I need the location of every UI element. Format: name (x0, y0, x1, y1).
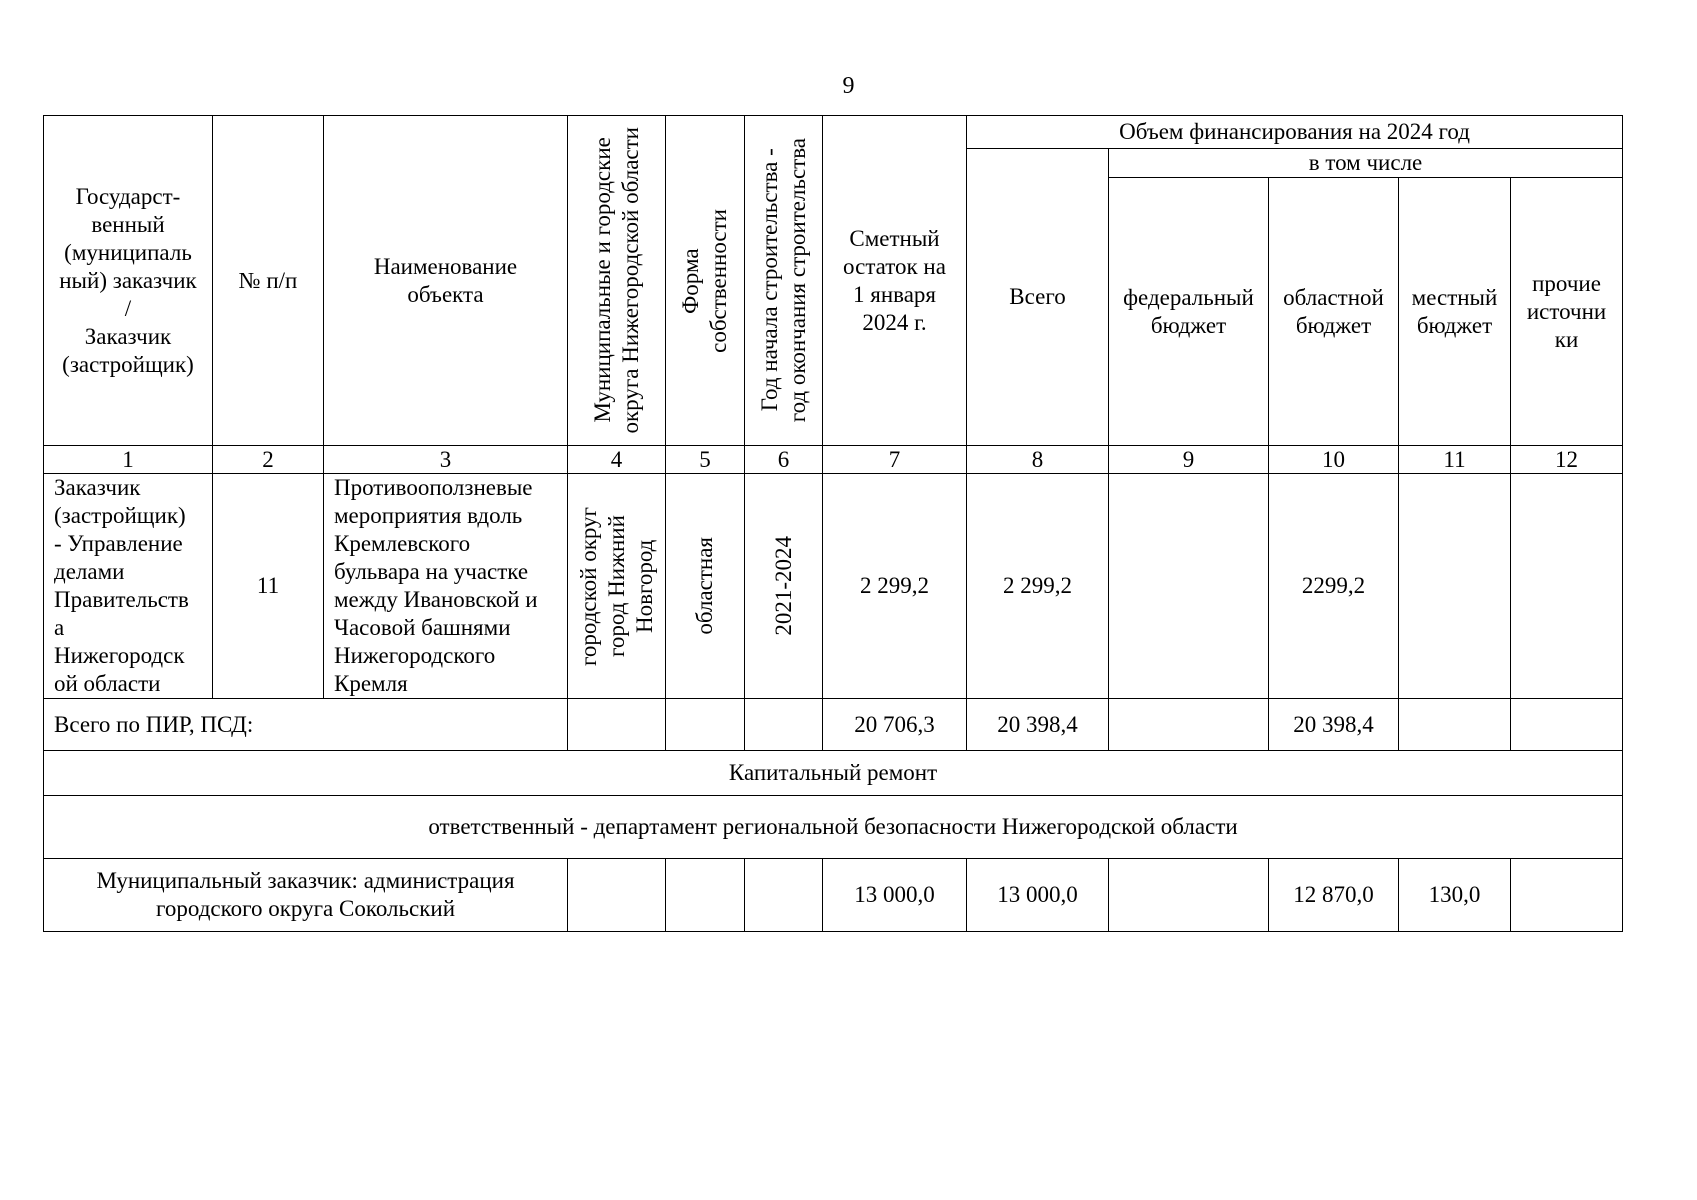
col-number: 3 (324, 446, 568, 474)
total-pir-federal (1109, 699, 1269, 751)
object-regional: 2299,2 (1269, 474, 1399, 699)
header-years (745, 116, 823, 446)
col-number: 11 (1399, 446, 1511, 474)
municipal-label: Муниципальный заказчик: администрация городского округа Сокольский (44, 859, 568, 932)
object-number: 11 (213, 474, 324, 699)
col-number: 7 (823, 446, 967, 474)
total-pir-empty (745, 699, 823, 751)
col-number: 6 (745, 446, 823, 474)
object-other (1511, 474, 1623, 699)
header-federal: федеральный бюджет (1109, 178, 1269, 446)
municipal-local: 130,0 (1399, 859, 1511, 932)
col-number: 5 (666, 446, 745, 474)
object-ownership-text: областная (692, 537, 717, 635)
page-number: 9 (842, 73, 855, 99)
total-pir-regional: 20 398,4 (1269, 699, 1399, 751)
col-number: 2 (213, 446, 324, 474)
header-object-name: Наименование объекта (324, 116, 568, 446)
object-years (745, 474, 823, 699)
header-ownership (666, 116, 745, 446)
total-pir-balance: 20 706,3 (823, 699, 967, 751)
header-ownership-text: Форма собственности (678, 208, 731, 353)
municipal-federal (1109, 859, 1269, 932)
col-number: 10 (1269, 446, 1399, 474)
municipal-other (1511, 859, 1623, 932)
object-name: Противооползневые мероприятия вдоль Кремлевского бульвара на участке между Ивановской и Часовой башнями Нижегородского Кремля (324, 474, 568, 699)
object-ownership (666, 474, 745, 699)
total-pir-empty (666, 699, 745, 751)
header-other: прочие источни ки (1511, 178, 1623, 446)
object-district (568, 474, 666, 699)
col-number: 4 (568, 446, 666, 474)
header-district-text: Муниципальные и городские округа Нижегородской области (589, 127, 643, 434)
header-customer: Государст- венный (муниципаль ный) заказчик / Заказчик (застройщик) (44, 116, 213, 446)
header-district (568, 116, 666, 446)
total-pir-label: Всего по ПИР, ПСД: (44, 699, 568, 751)
col-number: 12 (1511, 446, 1623, 474)
municipal-empty (568, 859, 666, 932)
col-number: 9 (1109, 446, 1269, 474)
section-title: Капитальный ремонт (44, 751, 1623, 796)
object-years-text: 2021-2024 (770, 536, 796, 636)
object-customer: Заказчик (застройщик) - Управление делами Правительств а Нижегородск ой области (44, 474, 213, 699)
total-pir-empty (568, 699, 666, 751)
header-years-text: Год начала строительства - год окончания строительства (756, 138, 810, 423)
object-local (1399, 474, 1511, 699)
header-funding-title: Объем финансирования на 2024 год (967, 116, 1623, 149)
header-local: местный бюджет (1399, 178, 1511, 446)
municipal-empty (666, 859, 745, 932)
total-pir-total: 20 398,4 (967, 699, 1109, 751)
object-total: 2 299,2 (967, 474, 1109, 699)
object-balance: 2 299,2 (823, 474, 967, 699)
financing-table (43, 115, 1623, 932)
object-district-text: городской округ город Нижний Новгород (575, 506, 657, 666)
object-federal (1109, 474, 1269, 699)
municipal-total: 13 000,0 (967, 859, 1109, 932)
total-pir-other (1511, 699, 1623, 751)
col-number: 8 (967, 446, 1109, 474)
header-number: № п/п (213, 116, 324, 446)
municipal-balance: 13 000,0 (823, 859, 967, 932)
header-total: Всего (967, 149, 1109, 446)
header-regional: областной бюджет (1269, 178, 1399, 446)
header-including: в том числе (1109, 149, 1623, 178)
responsible-line: ответственный - департамент региональной безопасности Нижегородской области (44, 796, 1623, 859)
header-balance: Сметный остаток на 1 января 2024 г. (823, 116, 967, 446)
municipal-regional: 12 870,0 (1269, 859, 1399, 932)
municipal-empty (745, 859, 823, 932)
col-number: 1 (44, 446, 213, 474)
total-pir-local (1399, 699, 1511, 751)
